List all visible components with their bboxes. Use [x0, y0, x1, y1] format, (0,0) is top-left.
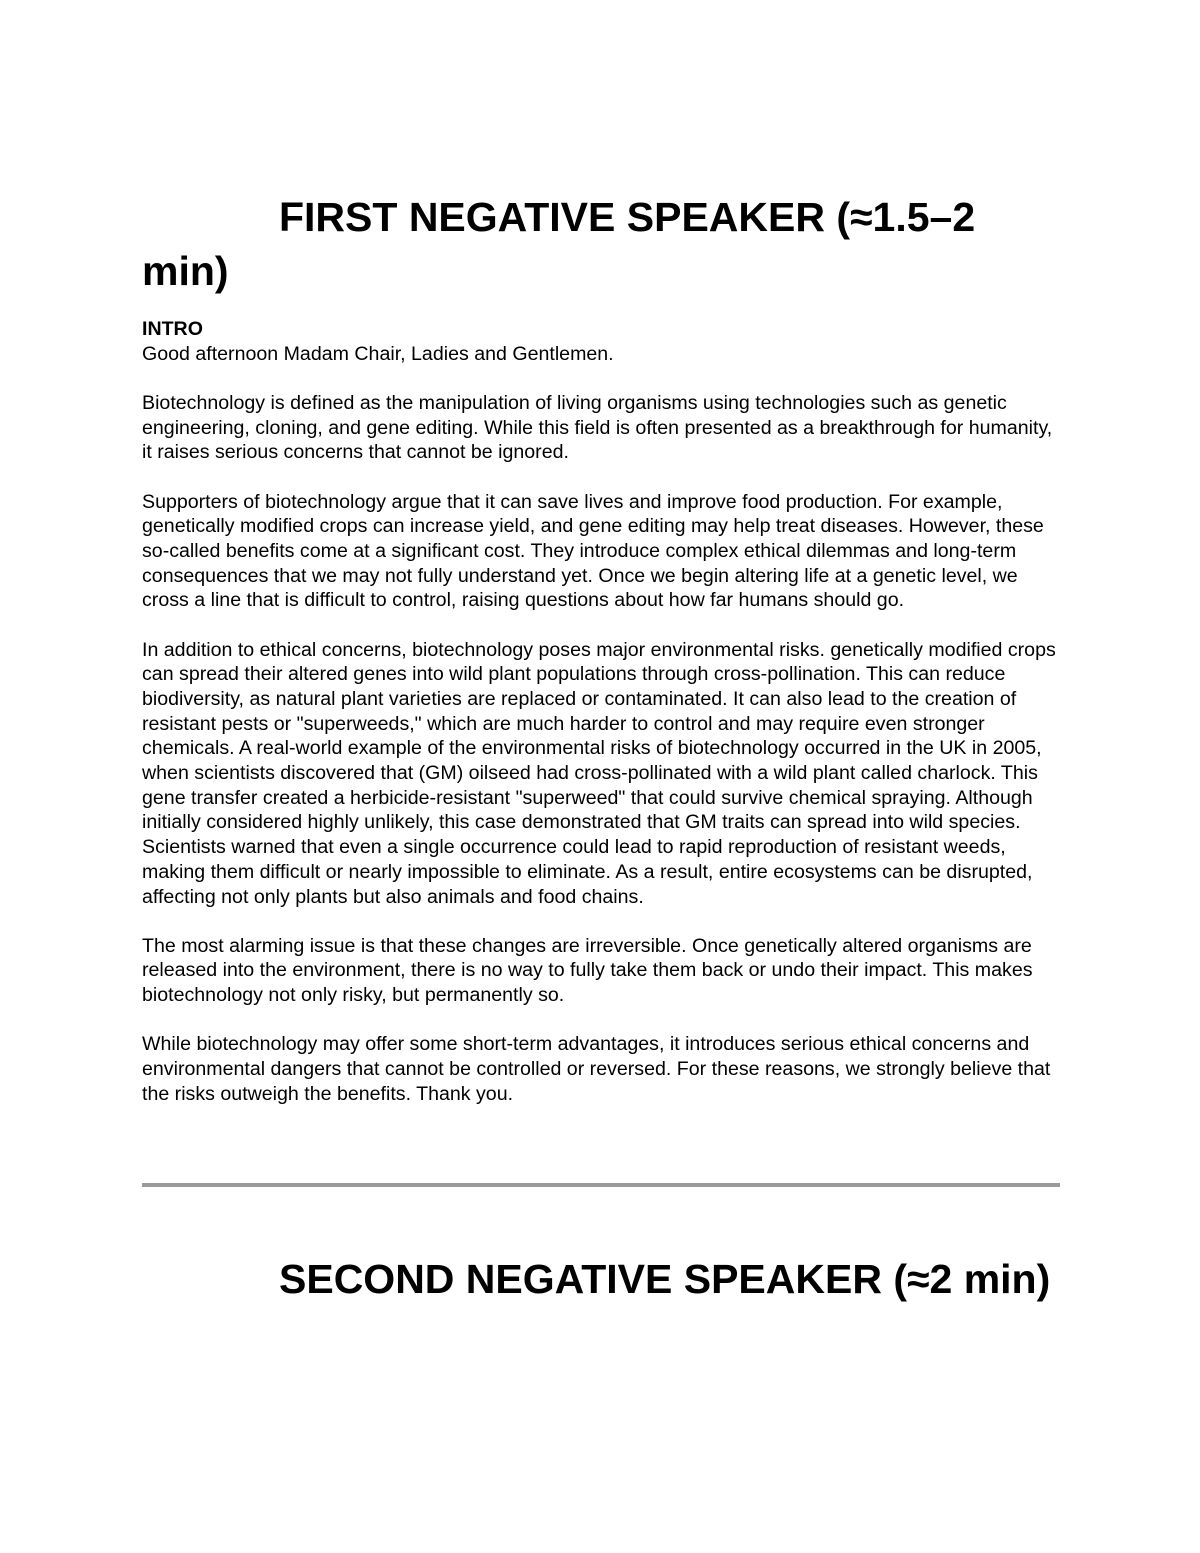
greeting-paragraph: Good afternoon Madam Chair, Ladies and Gentlemen. [142, 342, 614, 365]
first-speaker-body [142, 317, 1062, 1131]
environment-paragraph: In addition to ethical concerns, biotechnology poses major environmental risks. genetically modified crops can spread their altered genes into wild plant populations through cross-pollination. This can reduce biodiversity, as natural plant varieties are replaced or contaminated. It can also lead to the creation of resistant pests or "superweeds," which are much harder to control and may require even stronger chemicals. A real-world example of the environmental risks of biotechnology occurred in the UK in 2005, when scientists discovered that (GM) oilseed had cross-pollinated with a wild plant called charlock. This gene transfer created a herbicide-resistant "superweed" that could survive chemical spraying. Although initially considered highly unlikely, this case demonstrated that GM traits can spread into wild species. Scientists warned that even a single occurrence could lead to rapid reproduction of resistant weeds, making them difficult or nearly impossible to eliminate. As a result, entire ecosystems can be disrupted, affecting not only plants but also animals and food chains. [142, 638, 1056, 908]
intro-label: INTRO [142, 318, 203, 340]
first-speaker-heading: FIRST NEGATIVE SPEAKER (≈1.5–2 min) [142, 194, 976, 294]
conclusion-paragraph: While biotechnology may offer some short-term advantages, it introduces serious ethical concerns and environmental dangers that cannot be controlled or reversed. For these reasons, we strongly believe that the risks outweigh the benefits. Thank you. [142, 1033, 1051, 1105]
section-divider [142, 1183, 1060, 1187]
ethics-paragraph: Supporters of biotechnology argue that it can save lives and improve food production. For example, genetically modified crops can increase yield, and gene editing may help treat diseases. However, these so-called benefits come at a significant cost. They introduce complex ethical dilemmas and long-term consequences that we may not fully understand yet. Once we begin altering life at a genetic level, we cross a line that is difficult to control, raising questions about how far humans should go. [142, 490, 1044, 612]
irreversible-paragraph: The most alarming issue is that these changes are irreversible. Once genetically altered organisms are released into the environment, there is no way to fully take them back or undo their impact. This makes biotechnology not only risky, but permanently so. [142, 934, 1033, 1007]
definition-paragraph: Biotechnology is defined as the manipulation of living organisms using technologies such as genetic engineering, cloning, and gene editing. While this field is often presented as a breakthrough for humanity, it raises serious concerns that cannot be ignored. [142, 391, 1053, 464]
second-speaker-heading: SECOND NEGATIVE SPEAKER (≈2 min) [279, 1256, 1051, 1302]
